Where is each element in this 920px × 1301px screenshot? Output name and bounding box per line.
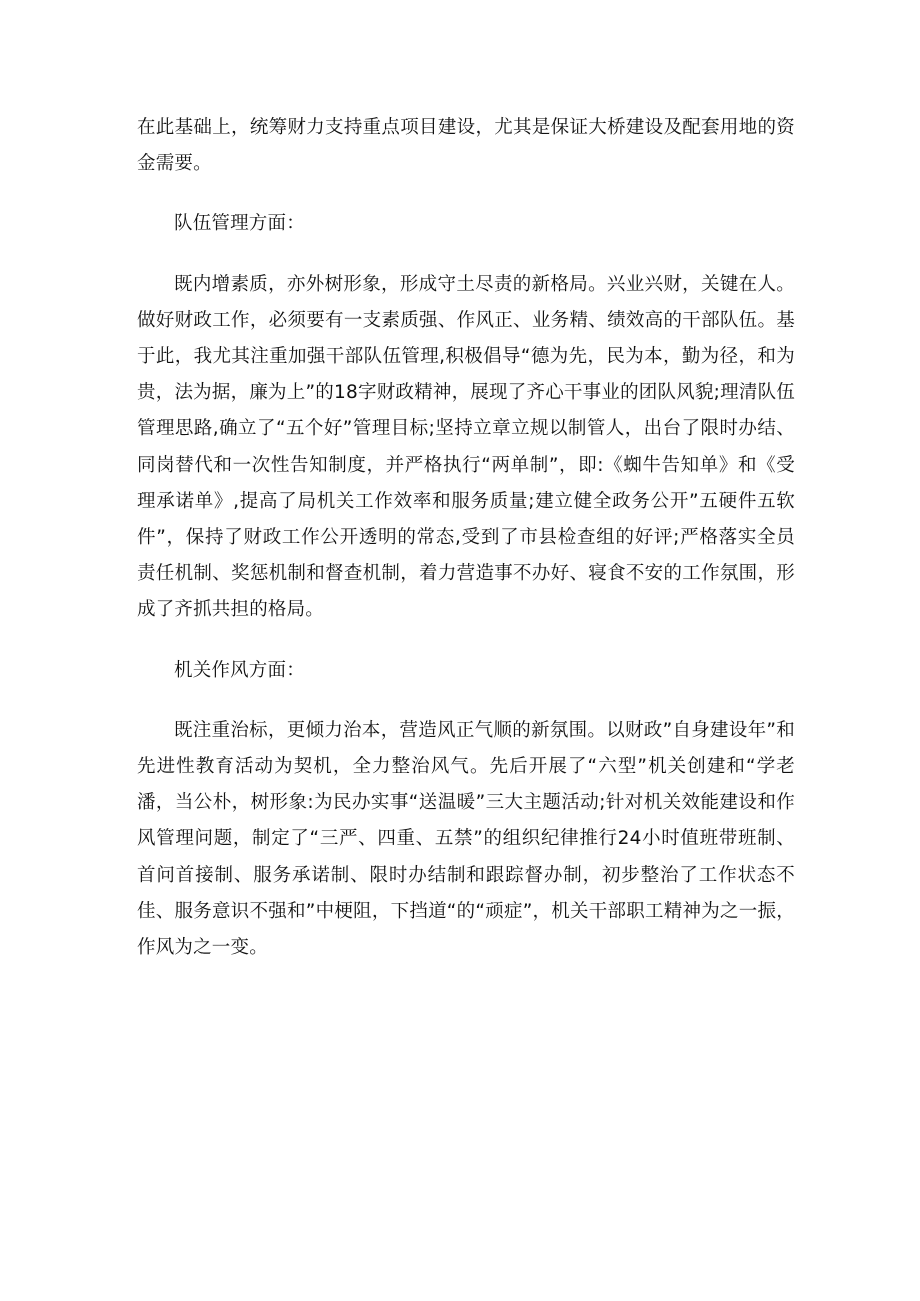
document-body [137, 110, 795, 990]
heading-team-management: 队伍管理方面： [174, 213, 305, 235]
paragraph-funding: 在此基础上，统筹财力支持重点项目建设，尤其是保证大桥建设及配套用地的资金需要。 [137, 117, 795, 175]
paragraph-team-management: 既内增素质，亦外树形象，形成守土尽责的新格局。兴业兴财，关键在人。做好财政工作，必须要有一支素质强、作风正、业务精、绩效高的干部队伍。基于此，我尤其注重加强干部队伍管理,积极倡导“德为先，民为本，勤为径，和为贵，法为据，廉为上”的18字财政精神，展现了齐心干事业的团队风貌;理清队伍管理思路,确立了“五个好”管理目标;坚持立章立规以制管人，出台了限时办结、同岗替代和一次性告知制度，并严格执行“两单制”，即:《蜘牛告知单》和《受理承诺单》,提高了局机关工作效率和服务质量;建立健全政务公开”五硬件五软件”，保持了财政工作公开透明的常态,受到了市县检查组的好评;严格落实全员责任机制、奖惩机制和督查机制，着力营造事不办好、寝食不安的工作氛围，形成了齐抓共担的格局。 [137, 273, 795, 621]
heading-work-style: 机关作风方面： [174, 659, 305, 681]
paragraph-work-style: 既注重治标，更倾力治本，营造风正气顺的新氛围。以财政”自身建设年”和先进性教育活动为契机，全力整治风气。先后开展了“六型”机关创建和“学老潘，当公朴，树形象:为民办实事“送温暖”三大主题活动;针对机关效能建设和作风管理问题，制定了“三严、四重、五禁”的组织纪律推行24小时值班带班制、首问首接制、服务承诺制、限时办结制和跟踪督办制，初步整治了工作状态不佳、服务意识不强和”中梗阻，下挡道“的“顽症”，机关干部职工精神为之一振，作风为之一变。 [137, 719, 795, 959]
